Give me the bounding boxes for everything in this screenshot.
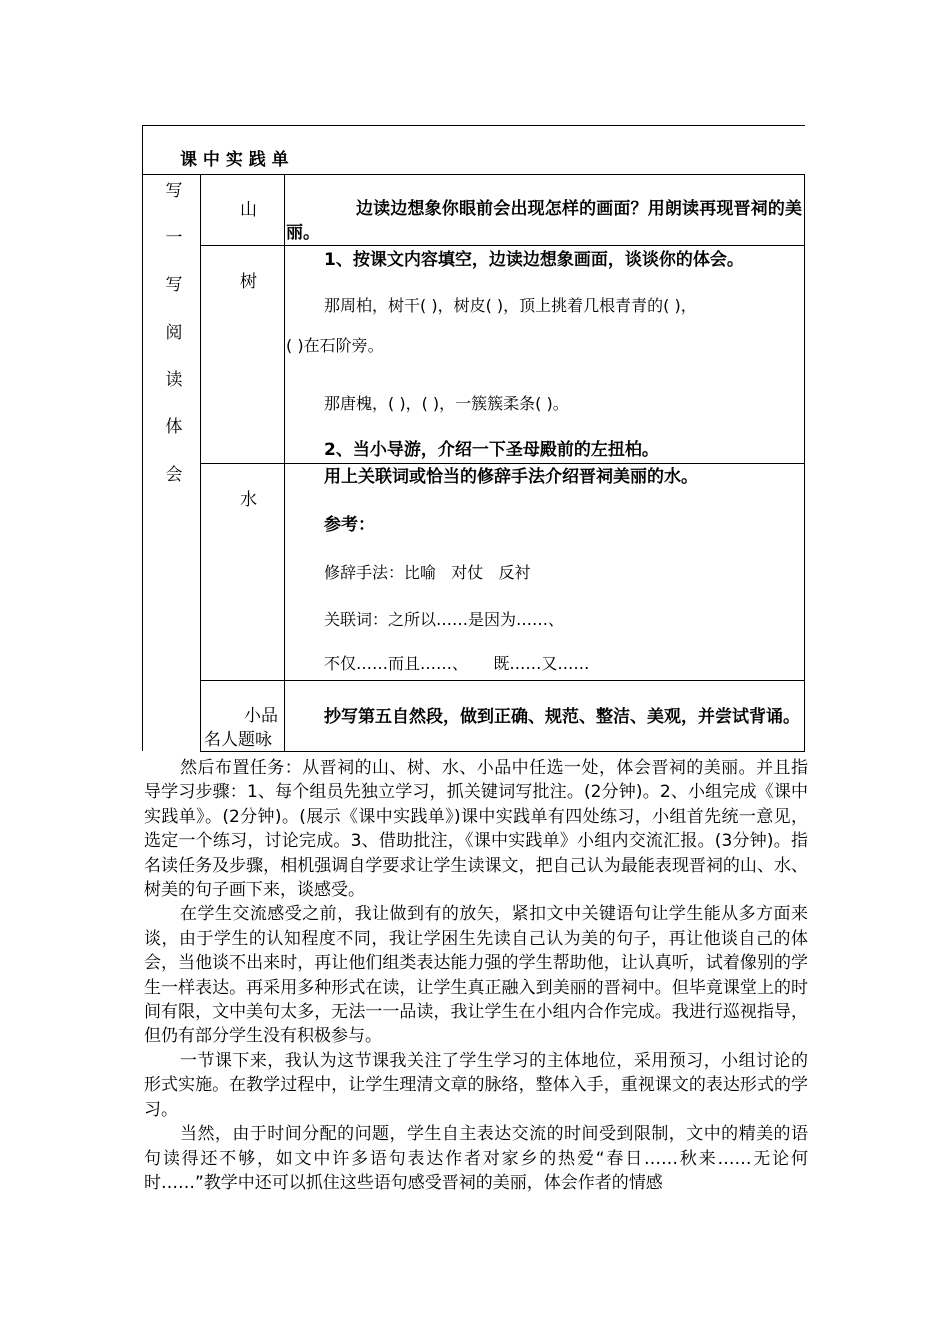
shu-question-1: 1、按课文内容填空，边读边想象画面，谈谈你的体会。: [324, 250, 744, 270]
side-label-char: 写: [165, 275, 183, 295]
row-label-mingren: 名人题咏: [204, 730, 272, 750]
side-label-char: 读: [165, 370, 183, 390]
table-header-divider: [142, 174, 805, 175]
shu-fill-line-2: 那唐槐，( )，( )，一簇簇柔条( )。: [324, 394, 569, 413]
shu-question-2: 2、当小导游，介绍一下圣母殿前的左扭柏。: [324, 440, 659, 460]
shui-task: 用上关联词或恰当的修辞手法介绍晋祠美丽的水。: [324, 467, 698, 487]
side-label-char: 一: [165, 228, 183, 248]
row-divider-shu: [200, 463, 805, 464]
table-left-border: [142, 125, 143, 751]
row-label-xiaopin: 小品: [244, 706, 278, 726]
shui-reference-label: 参考：: [324, 515, 375, 535]
shu-fill-line-1-continued: ( )在石阶旁。: [286, 336, 384, 355]
row-divider-shan: [200, 245, 805, 246]
table-top-border: [142, 125, 805, 126]
table-bottom-border: [200, 751, 805, 752]
body-paragraph-3: 一节课下来，我认为这节课我关注了学生学习的主体地位，采用预习，小组讨论的形式实施。在教学过程中，让学生理清文章的脉络，整体入手，重视课文的表达形式的学习。: [144, 1050, 808, 1120]
worksheet-title: 课 中 实 践 单: [180, 150, 289, 170]
body-text: [144, 756, 808, 1195]
row-label-shu: 树: [240, 272, 257, 292]
shui-conjunctions-1: 关联词：之所以……是因为……、: [324, 610, 565, 629]
row-divider-shui: [200, 680, 805, 681]
row-label-shui: 水: [240, 490, 257, 510]
body-paragraph-4: 当然，由于时间分配的问题，学生自主表达交流的时间受到限制，文中的精美的语句读得还不够，如文中许多语句表达作者对家乡的热爱“春日……秋来……无论何时……”教学中还可以抓住这些语句感受晋祠的美丽，体会作者的情感: [144, 1124, 808, 1193]
row-task-shan: 边读边想象你眼前会出现怎样的画面？用朗读再现晋祠的美丽。: [286, 199, 802, 243]
shui-conjunctions-2: 不仅……而且……、 既……又……: [324, 654, 590, 673]
body-paragraph-2: 在学生交流感受之前，我让做到有的放矢，紧扣文中关键语句让学生能从多方面来谈，由于学生的认知程度不同，我让学困生先读自己认为美的句子，再让他谈自己的体会，当他谈不出来时，再让他们组类表达能力强的学生帮助他，让认真听，试着像别的学生一样表达。再采用多种形式在读，让学生真正融入到美丽的晋祠中。但毕竟课堂上的时间有限，文中美句太多，无法一一品读，我让学生在小组内合作完成。我进行巡视指导，但仍有部分学生没有积极参与。: [144, 904, 808, 1047]
shu-fill-line-1: 那周柏，树干( )，树皮( )，顶上挑着几根青青的( )，: [324, 296, 697, 315]
side-label-char: 写: [165, 181, 183, 201]
xiaopin-task: 抄写第五自然段，做到正确、规范、整洁、美观，并尝试背诵。: [324, 707, 800, 727]
row-label-shan: 山: [240, 200, 257, 220]
shui-rhetoric: 修辞手法：比喻 对仗 反衬: [324, 563, 531, 582]
side-label-char: 阅: [165, 323, 183, 343]
body-paragraph-1: 然后布置任务：从晋祠的山、树、水、小品中任选一处，体会晋祠的美丽。并且指导学习步骤：1、每个组员先独立学习，抓关键词写批注。(2分钟)。2、小组完成《课中实践单》。(2分钟)。(展示《课中实践单》)课中实践单有四处练习，小组首先统一意见，选定一个练习，讨论完成。3、借助批注，《课中实践单》小组内交流汇报。(3分钟)。指名读任务及步骤，相机强调自学要求让学生读课文，把自己认为最能表现晋祠的山、水、树美的句子画下来，谈感受。: [144, 758, 808, 901]
side-label-char: 会: [165, 465, 183, 485]
side-label-char: 体: [165, 417, 183, 437]
